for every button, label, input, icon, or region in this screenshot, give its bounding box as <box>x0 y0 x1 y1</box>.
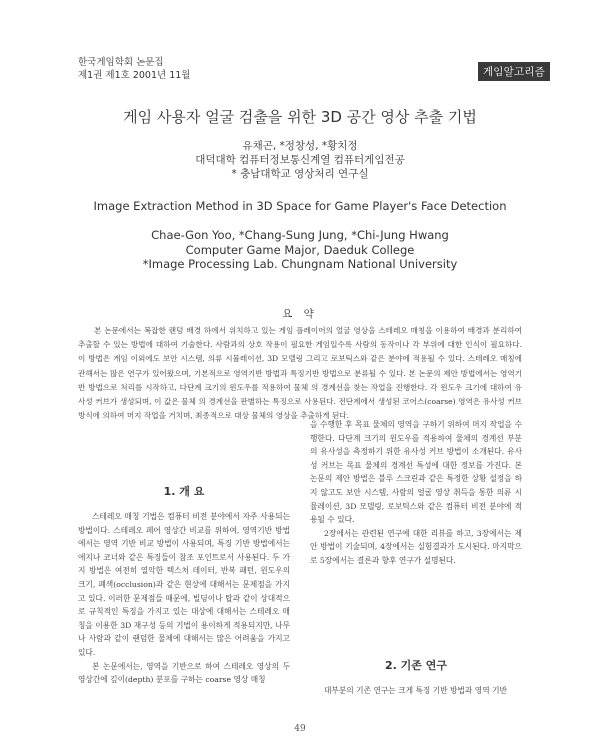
paper-title-english: Image Extraction Method in 3D Space for Game Player's Face Detection <box>93 199 507 213</box>
left-column <box>78 510 290 687</box>
affiliation-english-1: Computer Game Major, Daeduk College <box>185 242 415 257</box>
author-names-korean: 유채곤, *정창성, *황치정 <box>242 140 358 152</box>
section-1-paragraph-2: 본 논문에서는, 영역을 기반으로 하여 스테레오 영상의 두 영상간에 깊이(depth) 분포를 구하는 coarse 영상 매칭 <box>78 661 290 685</box>
journal-name: 한국게임학회 논문집 <box>78 57 164 68</box>
author-names-english: Chae-Gon Yoo, *Chang-Sung Jung, *Chi-Jung Hwang <box>151 228 449 242</box>
journal-info <box>78 56 190 82</box>
abstract-heading: 요 약 <box>282 308 318 320</box>
section-2-body <box>310 684 522 698</box>
section-1-heading: 1. 개 요 <box>163 485 205 498</box>
section-1-paragraph-3: 을 수행한 후 목표 물체의 영역을 구하기 위하여 머지 작업을 수행한다. 다단계 크기의 윈도우를 적용하여 물체의 경계선 부분의 유사성을 측정하기 위한 유사성 커브 방법이 소개된다. 유사성 커브는 목표 물체의 경계선 특성에 대한 정보를 가진다. 본 논문의 제안 방법은 블루 스크린과 같은 특정한 상황 설정을 하지 않고도 보안 시스템, 사람의 얼굴 영상 취득을 통한 의류 시뮬레이션, 3D 모델링, 로보틱스와 같은 컴퓨터 비전 분야에 적용될 수 있다. <box>310 420 522 525</box>
page-number: 49 <box>294 724 306 734</box>
authors-korean <box>0 139 600 181</box>
section-1 <box>78 483 290 499</box>
affiliation-english-2: *Image Processing Lab. Chungnam National University <box>142 257 458 271</box>
affiliation-korean-2: * 충남대학교 영상처리 연구실 <box>231 168 369 180</box>
abstract <box>78 324 522 423</box>
authors-english <box>0 228 600 272</box>
section-2-paragraph-1: 대부분의 기존 연구는 크게 특징 기반 방법과 영역 기반 <box>324 686 507 695</box>
journal-volume: 제1권 제1호 2001년 11월 <box>78 70 191 81</box>
series-badge: 게임알고리즘 <box>478 62 550 81</box>
section-1-paragraph-4: 2장에서는 관련된 연구에 대한 리뷰를 하고, 3장에서는 제안 방법이 기술되며, 4장에서는 실험결과가 도시된다. 마지막으로 5장에서는 결론과 향후 연구가 설명된다. <box>310 528 522 565</box>
affiliation-korean-1: 대덕대학 컴퓨터정보통신계열 컴퓨터게임전공 <box>195 154 405 166</box>
section-1-paragraph-1: 스테레오 매칭 기법은 컴퓨터 비전 분야에서 자주 사용되는 방법이다. 스테레오 페어 영상간 비교를 위하여, 영역기반 방법에서는 영역 기반 비교 방법이 사용되며, 특징 기반 방법에서는 에지나 코너와 같은 특징들이 참조 포인트로서 사용된다. 두 가지 방법은 여전히 열악한 텍스처 데이터, 반복 패턴, 윈도우의 크기, 폐색(occlusion)과 같은 현상에 대해서는 문제점을 가지고 있다. 이러한 문제점들 때문에, 빌딩이나 탑과 같이 상대적으로 규칙적인 특징을 가지고 있는 대상에 대해서는 스테레오 매칭을 이용한 3D 재구성 등의 기법이 용이하게 적용되지만, 나무나 사람과 같이 랜덤한 물체에 대해서는 많은 어려움을 가지고 있다. <box>78 512 290 657</box>
right-column <box>310 418 522 568</box>
paper-title-korean: 게임 사용자 얼굴 검출을 위한 3D 공간 영상 추출 기법 <box>123 108 477 126</box>
section-2-heading: 2. 기존 연구 <box>385 659 447 672</box>
abstract-text: 본 논문에서는 복잡한 랜덤 배경 하에서 위치하고 있는 게임 플레이어의 얼굴 영상을 스테레오 매칭을 이용하여 배경과 분리하여 추출할 수 있는 방법에 대하여 기술한다. 사람과의 상호 작용이 필요한 게임일수록 사람의 동작이나 각 부위에 대한 인식이 필요하다. 이 방법은 게임 이외에도 보안 시스템, 의류 시뮬레이션, 3D 모델링 그리고 로보틱스와 같은 분야에 적용될 수 있다. 스테레오 매칭에 관해서는 많은 연구가 있어왔으며, 기본적으로 영역기반 방법과 특징기반 방법으로 분류될 수 있다. 본 논문의 제안 방법에서는 영역기반 방법으로 처리를 시작하고, 다단계 크기의 윈도우를 적용하여 물체 의 경계선을 찾는 작업을 진행한다. 각 윈도우 크기에 대하여 유사성 커브가 생성되며, 이 값은 물체 의 경계선을 판별하는 특징으로 사용된다. 전단계에서 생성된 코어스(coarse) 영역은 유사성 커브 방식에 의하여 머지 작업을 거치며, 최종적으로 대상 물체의 영상을 추출하게 된다. <box>78 326 522 421</box>
section-2 <box>310 657 522 673</box>
